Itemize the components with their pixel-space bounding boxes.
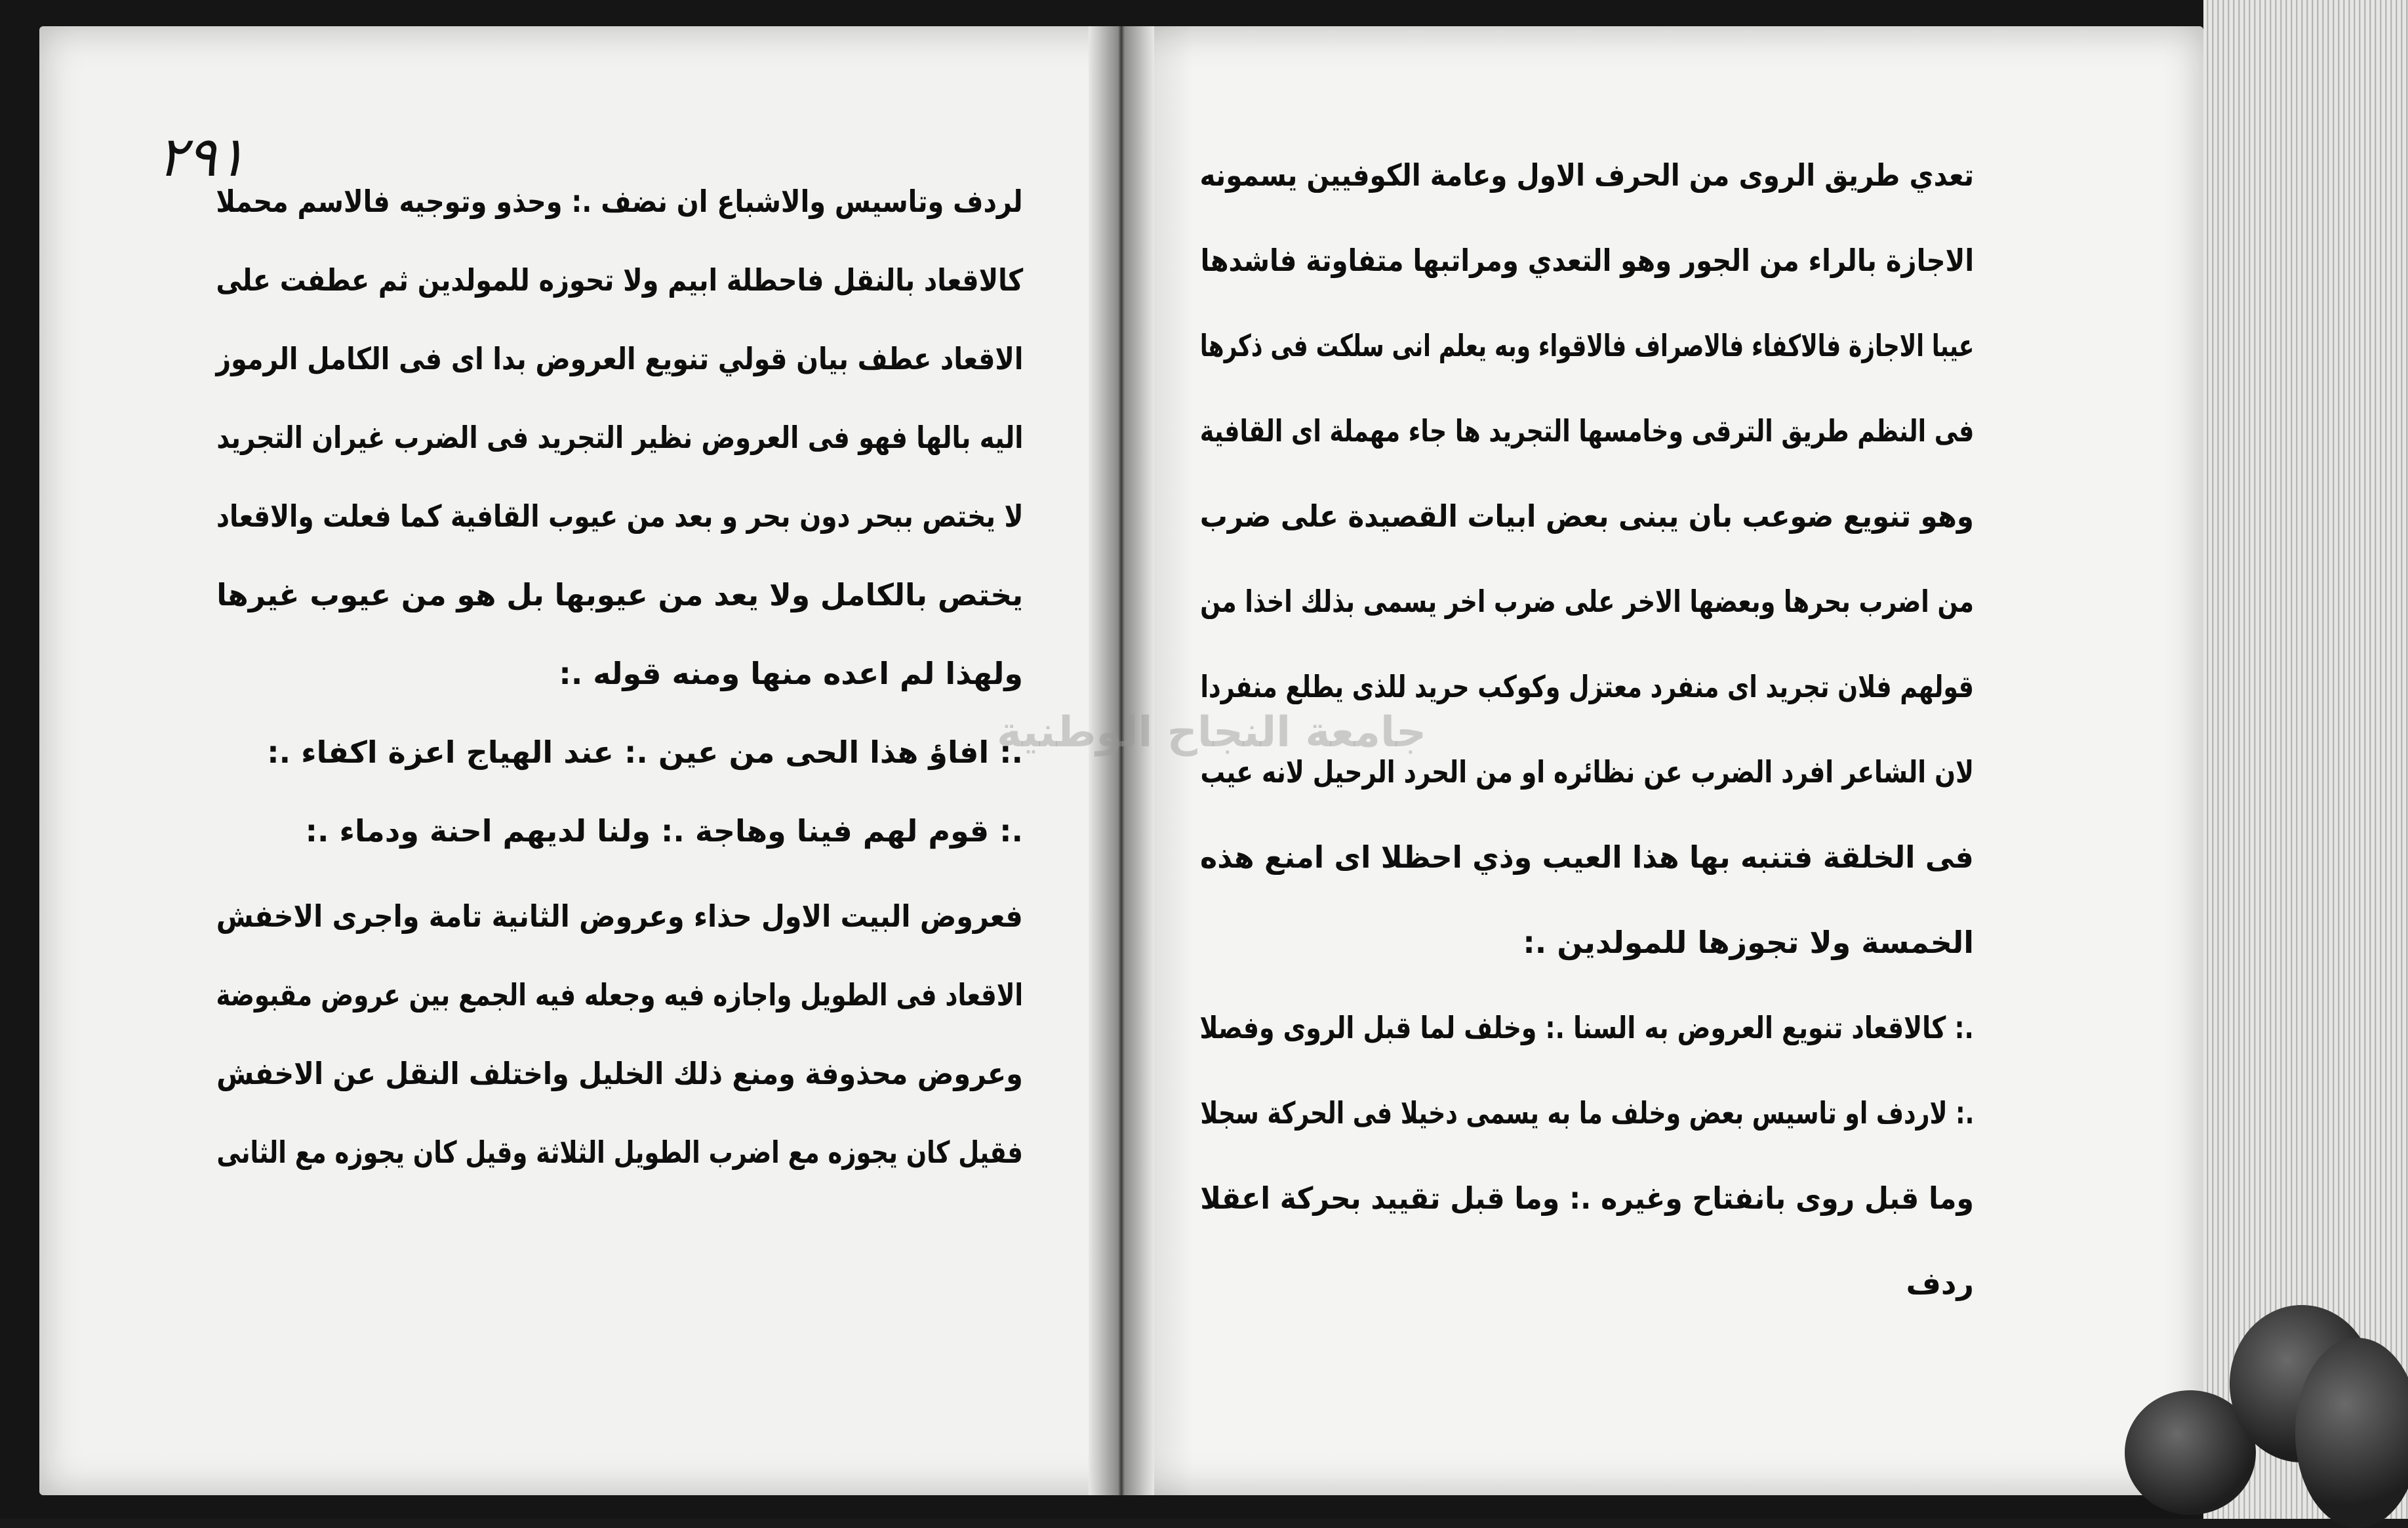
- text-line: الاقعاد فى الطويل واجازه فيه وجعله فيه الجمع بين عروض مقبوضة: [216, 977, 1023, 1013]
- verse-line: .: قوم لهم فينا وهاجة .: ولنا لديهم احنة ودماء .:: [305, 813, 1023, 849]
- text-line: تعدي طريق الروى من الحرف الاول وعامة الكوفيين يسمونه: [1199, 157, 1974, 193]
- page-number: ٢٩١: [157, 125, 247, 189]
- text-line: ولهذا لم اعده منها ومنه قوله .:: [559, 656, 1023, 691]
- text-line: فقيل كان يجوزه مع اضرب الطويل الثلاثة وقيل كان يجوزه مع الثانى: [216, 1135, 1023, 1170]
- verse-line: .: كالاقعاد تنويع العروض به السنا .: وخلف لما قبل الروى وفصلا: [1199, 1010, 1974, 1045]
- watermark: جامعة النجاح الوطنية: [997, 708, 1427, 757]
- text-line: لان الشاعر افرد الضرب عن نظائره او من الحرد الرحيل لانه عيب: [1200, 754, 1974, 790]
- text-line: فعروض البيت الاول حذاء وعروض الثانية تامة واجرى الاخفش: [216, 898, 1023, 934]
- text-line: وهو تنويع ضوعب بان يبنى بعض ابيات القصيدة على ضرب: [1199, 498, 1974, 534]
- text-line: قولهم فلان تجريد اى منفرد معتزل وكوكب حريد للذى يطلع منفردا: [1200, 669, 1974, 704]
- verse-line: وما قبل روى بانفتاح وغيره .: وما قبل تقييد بحركة اعقلا: [1200, 1180, 1974, 1216]
- page-edges: [2203, 0, 2408, 1519]
- text-line: الاجازة بالراء من الجور وهو التعدي ومراتبها متفاوتة فاشدها: [1200, 243, 1974, 278]
- text-line: وعروض محذوفة ومنع ذلك الخليل واختلف النقل عن الاخفش: [216, 1056, 1023, 1091]
- left-page-text: [216, 184, 1023, 1298]
- text-line: لا يختص ببحر دون بحر و بعد من عيوب القافية كما فعلت والاقعاد: [216, 498, 1023, 534]
- text-line: الاقعاد عطف بيان قولي تنويع العروض بدا اى فى الكامل الرموز: [215, 341, 1023, 376]
- text-line: فى النظم طريق الترقى وخامسها التجريد ها جاء مهملة اى القافية: [1199, 413, 1974, 449]
- text-line: الخمسة ولا تجوزها للمولدين .:: [1523, 925, 1974, 960]
- book-gutter: [1089, 26, 1154, 1495]
- text-line: فى الخلقة فتنبه بها هذا العيب وذي احظلا اى امنع هذه: [1200, 839, 1974, 875]
- text-line: من اضرب بحرها وبعضها الاخر على ضرب اخر يسمى بذلك اخذا من: [1200, 584, 1974, 619]
- catchword: ردف: [1906, 1266, 1974, 1301]
- verse-line: .: لاردف او تاسيس بعض وخلف ما به يسمى دخيلا فى الحركة سجلا: [1200, 1095, 1974, 1131]
- text-line: كالاقعاد بالنقل فاحطلة ابيم ولا تحوزه للمولدين ثم عطفت على: [216, 262, 1023, 298]
- text-line: عيبا الاجازة فالاكفاء فالاصراف فالاقواء وبه يعلم انى سلكت فى ذكرها: [1199, 328, 1974, 363]
- text-line: اليه بالها فهو فى العروض نظير التجريد فى الضرب غيران التجريد: [216, 420, 1023, 455]
- text-line: لردف وتاسيس والاشباع ان نضف .: وحذو وتوجيه فالاسم محملا: [216, 184, 1023, 219]
- right-page-text: [1200, 157, 1974, 1403]
- verse-line: .: افاؤ هذا الحى من عين .: عند الهياج اعزة اكفاء .:: [267, 734, 1023, 770]
- text-line: يختص بالكامل ولا يعد من عيوبها بل هو من عيوب غيرها: [216, 577, 1023, 613]
